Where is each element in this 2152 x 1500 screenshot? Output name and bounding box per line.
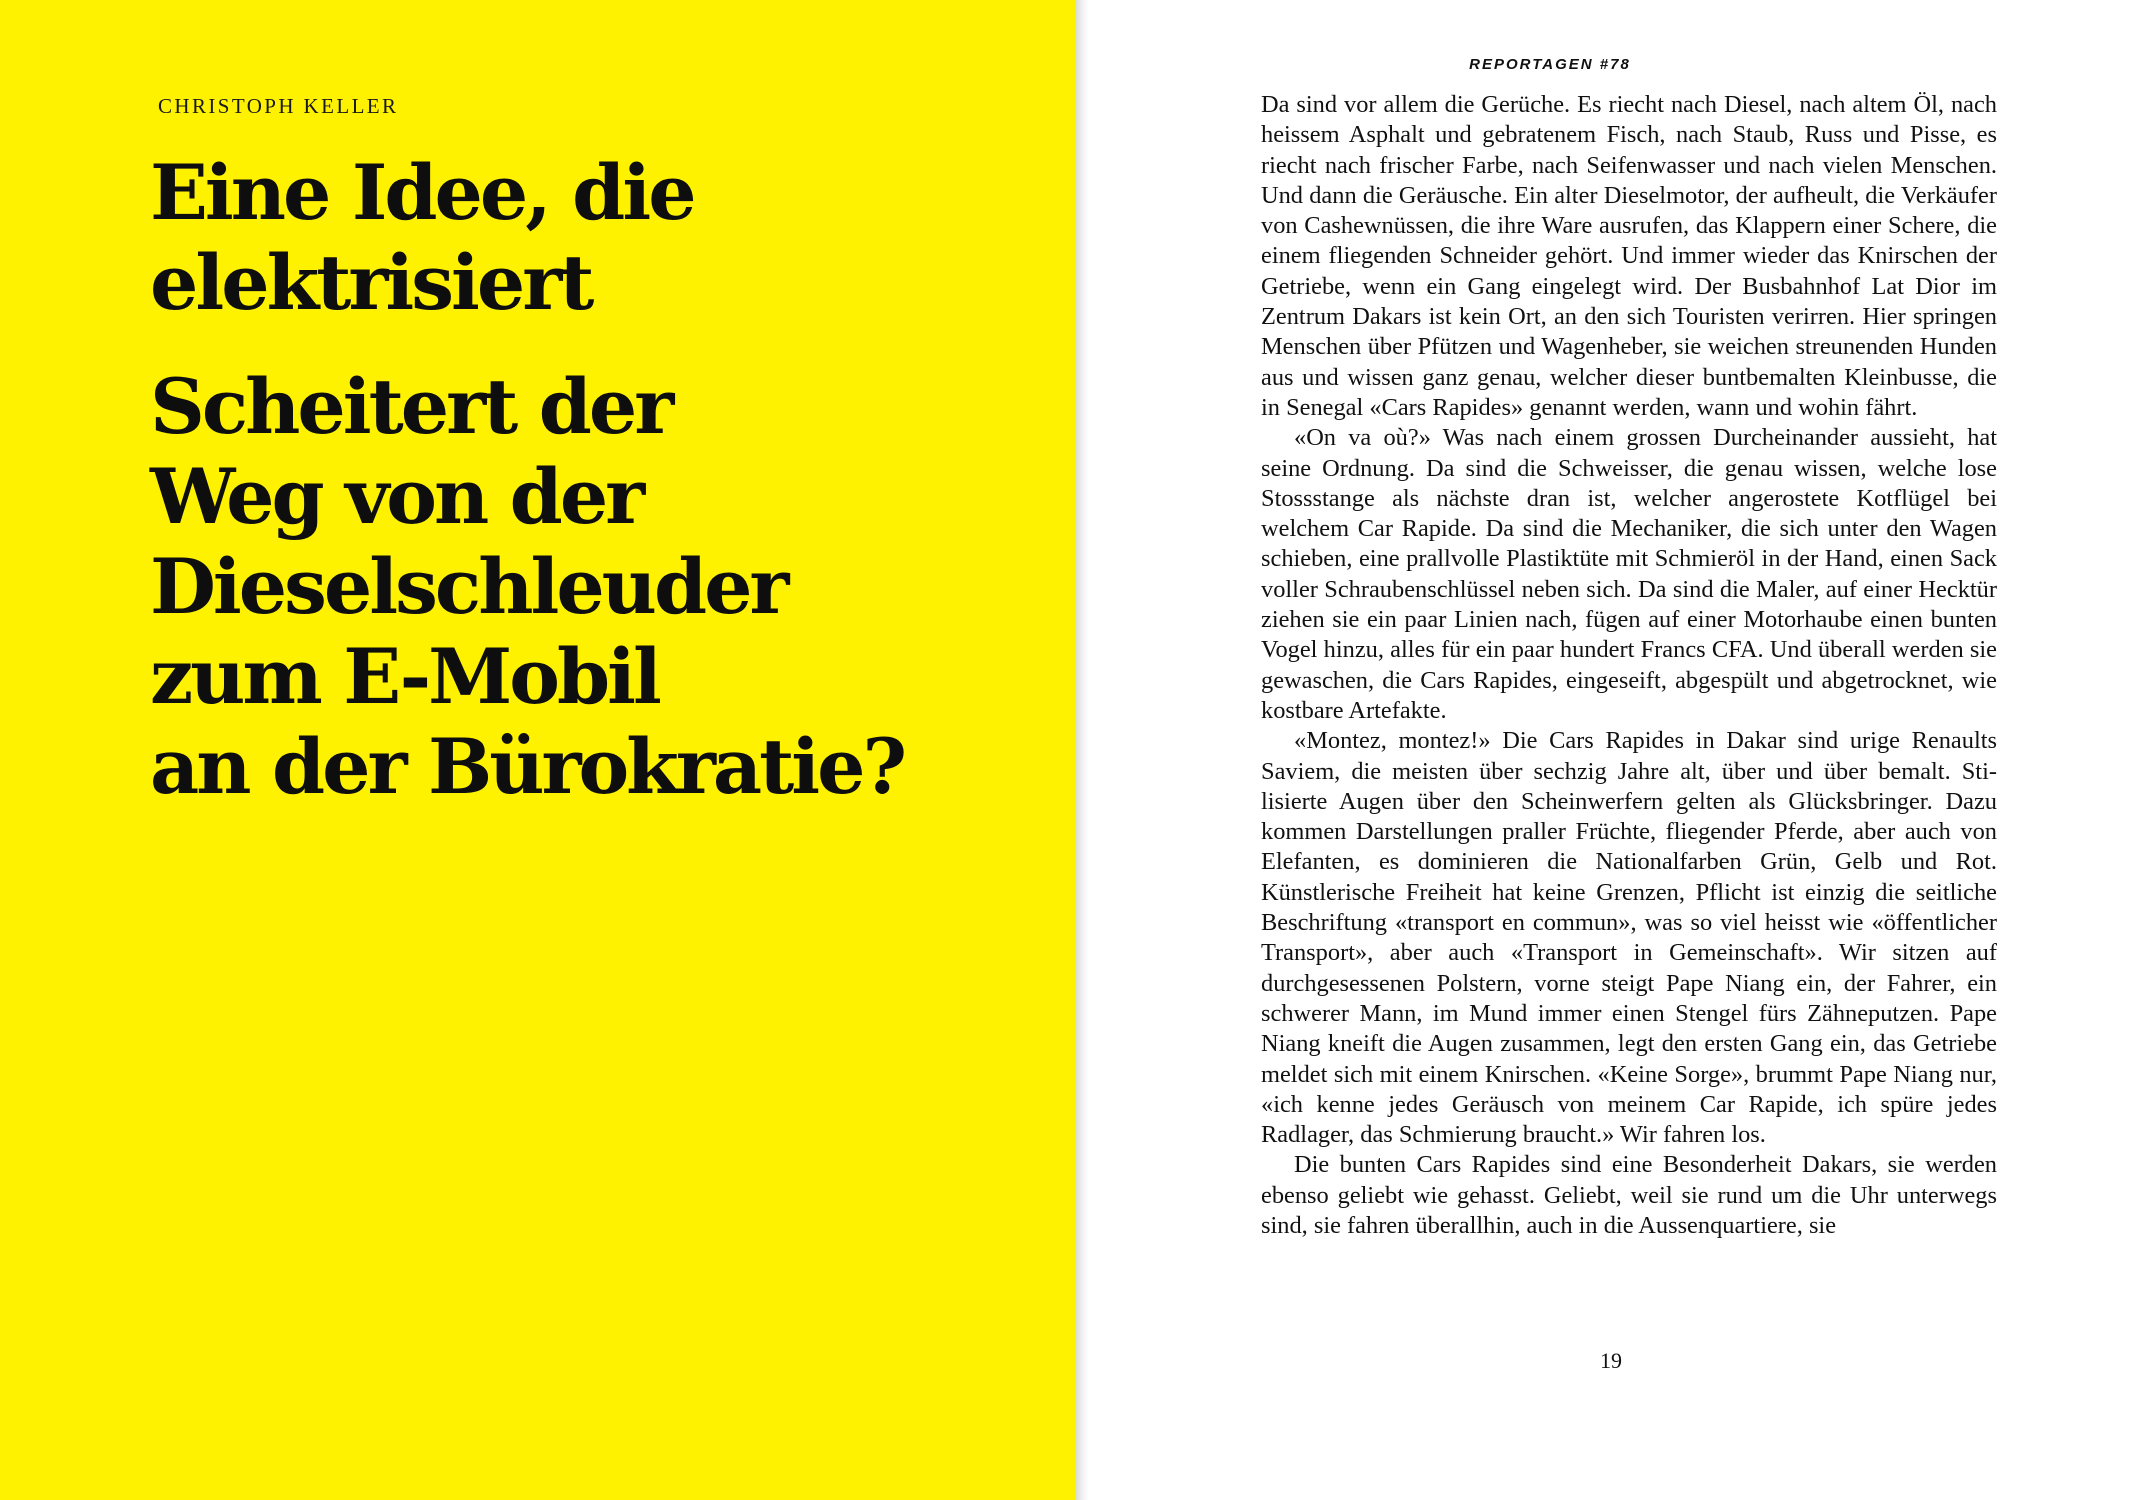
article-title [150,148,1050,328]
body-paragraph: Da sind vor allem die Gerüche. Es riecht nach Diesel, nach altem Öl, nach heissem Asphalt und gebratenem Fisch, nach Staub, Russ und Pisse, es riecht nach frischer Farbe, nach Seifenwasser und nach vielen Menschen. Und dann die Geräusche. Ein alter Dieselmotor, der aufheult, die Verkäufer von Cashewnüssen, die ihre Ware ausrufen, das Klappern einer Schere, die einem fliegenden Schneider gehört. Und immer wieder das Knirschen der Getriebe, wenn ein Gang eingelegt wird. Der Busbahnhof Lat Dior im Zentrum Dakars ist kein Ort, an den sich Touristen verirren. Hier springen Menschen über Pfützen und Wagenheber, sie weichen streunenden Hunden aus und wissen ganz genau, welcher dieser buntbemalten Kleinbusse, die in Senegal «Cars Rapides» genannt werden, wann und wohin fährt. [1261,91,1997,421]
book-gutter [1075,0,1089,1500]
subtitle-line: Scheitert der [150,362,672,451]
body-paragraph: Die bunten Cars Rapides sind eine Besonderheit Dakars, sie werden ebenso geliebt wie gehasst. Geliebt, weil sie rund um die Uhr unterwegs sind, sie fahren überallhin, auch in die Aussenquartiere, sie [1261,1151,1997,1239]
running-head: REPORTAGEN #78 [1469,56,1631,73]
title-line: elektrisiert [150,238,592,327]
left-page [0,0,1075,1500]
page-number: 19 [1600,1348,1622,1373]
article-subtitle [150,362,1050,812]
body-paragraph: «Montez, montez!» Die Cars Rapides in Dakar sind urige Renaults Saviem, die meisten über sechzig Jahre alt, über und über bemalt. Stilisierte Augen über den Scheinwerfern gelten als Glücksbringer. Dazu kommen Darstellungen praller Früchte, fliegender Pferde, aber auch von Elefanten, es dominieren die Nationalfarben Grün, Gelb und Rot. Künstlerische Freiheit hat keine Grenzen, Pflicht ist einzig die seitliche Beschriftung «transport en commun», was so viel heisst wie «öffentlicher Transport», aber auch «Transport in Gemeinschaft». Wir sitzen auf durchgesessenen Polstern, vorne steigt Pape Niang ein, der Fahrer, ein schwerer Mann, im Mund immer einen Stengel fürs Zähneputzen. Pape Niang kneift die Augen zusammen, legt den ersten Gang ein, das Getriebe meldet sich mit einem Knirschen. «Keine Sorge», brummt Pape Niang nur, «ich kenne jedes Geräusch von meinem Car Rapide, ich spüre jedes Radlager, das Schmierung braucht.» Wir fahren los. [1261,727,1997,1149]
author-name: CHRISTOPH KELLER [158,94,399,118]
subtitle-line: an der Bürokratie? [150,722,904,811]
subtitle-line: Dieselschleuder [150,542,787,631]
subtitle-line: zum E-Mobil [150,632,659,721]
body-paragraph: «On va où?» Was nach einem grossen Durcheinander aussieht, hat seine Ordnung. Da sind die Schweisser, die genau wissen, welche lose Stossstange als nächste dran ist, welcher angerostete Kotflügel bei welchem Car Rapide. Da sind die Mechaniker, die sich unter den Wagen schieben, eine prallvolle Plastiktüte mit Schmieröl in der Hand, einen Sack voller Schraubenschlüssel neben sich. Da sind die Maler, auf einer Hecktür ziehen sie ein paar Linien nach, fügen auf einer Motorhaube einen bunten Vogel hinzu, alles für ein paar hundert Francs CFA. Und überall werden sie gewaschen, die Cars Rapides, eingeseift, abgespült und abgetrocknet, wie kostbare Artefakte. [1261,424,1997,724]
subtitle-line: Weg von der [150,452,643,541]
article-body [1261,90,1997,1241]
title-line: Eine Idee, die [150,148,694,237]
